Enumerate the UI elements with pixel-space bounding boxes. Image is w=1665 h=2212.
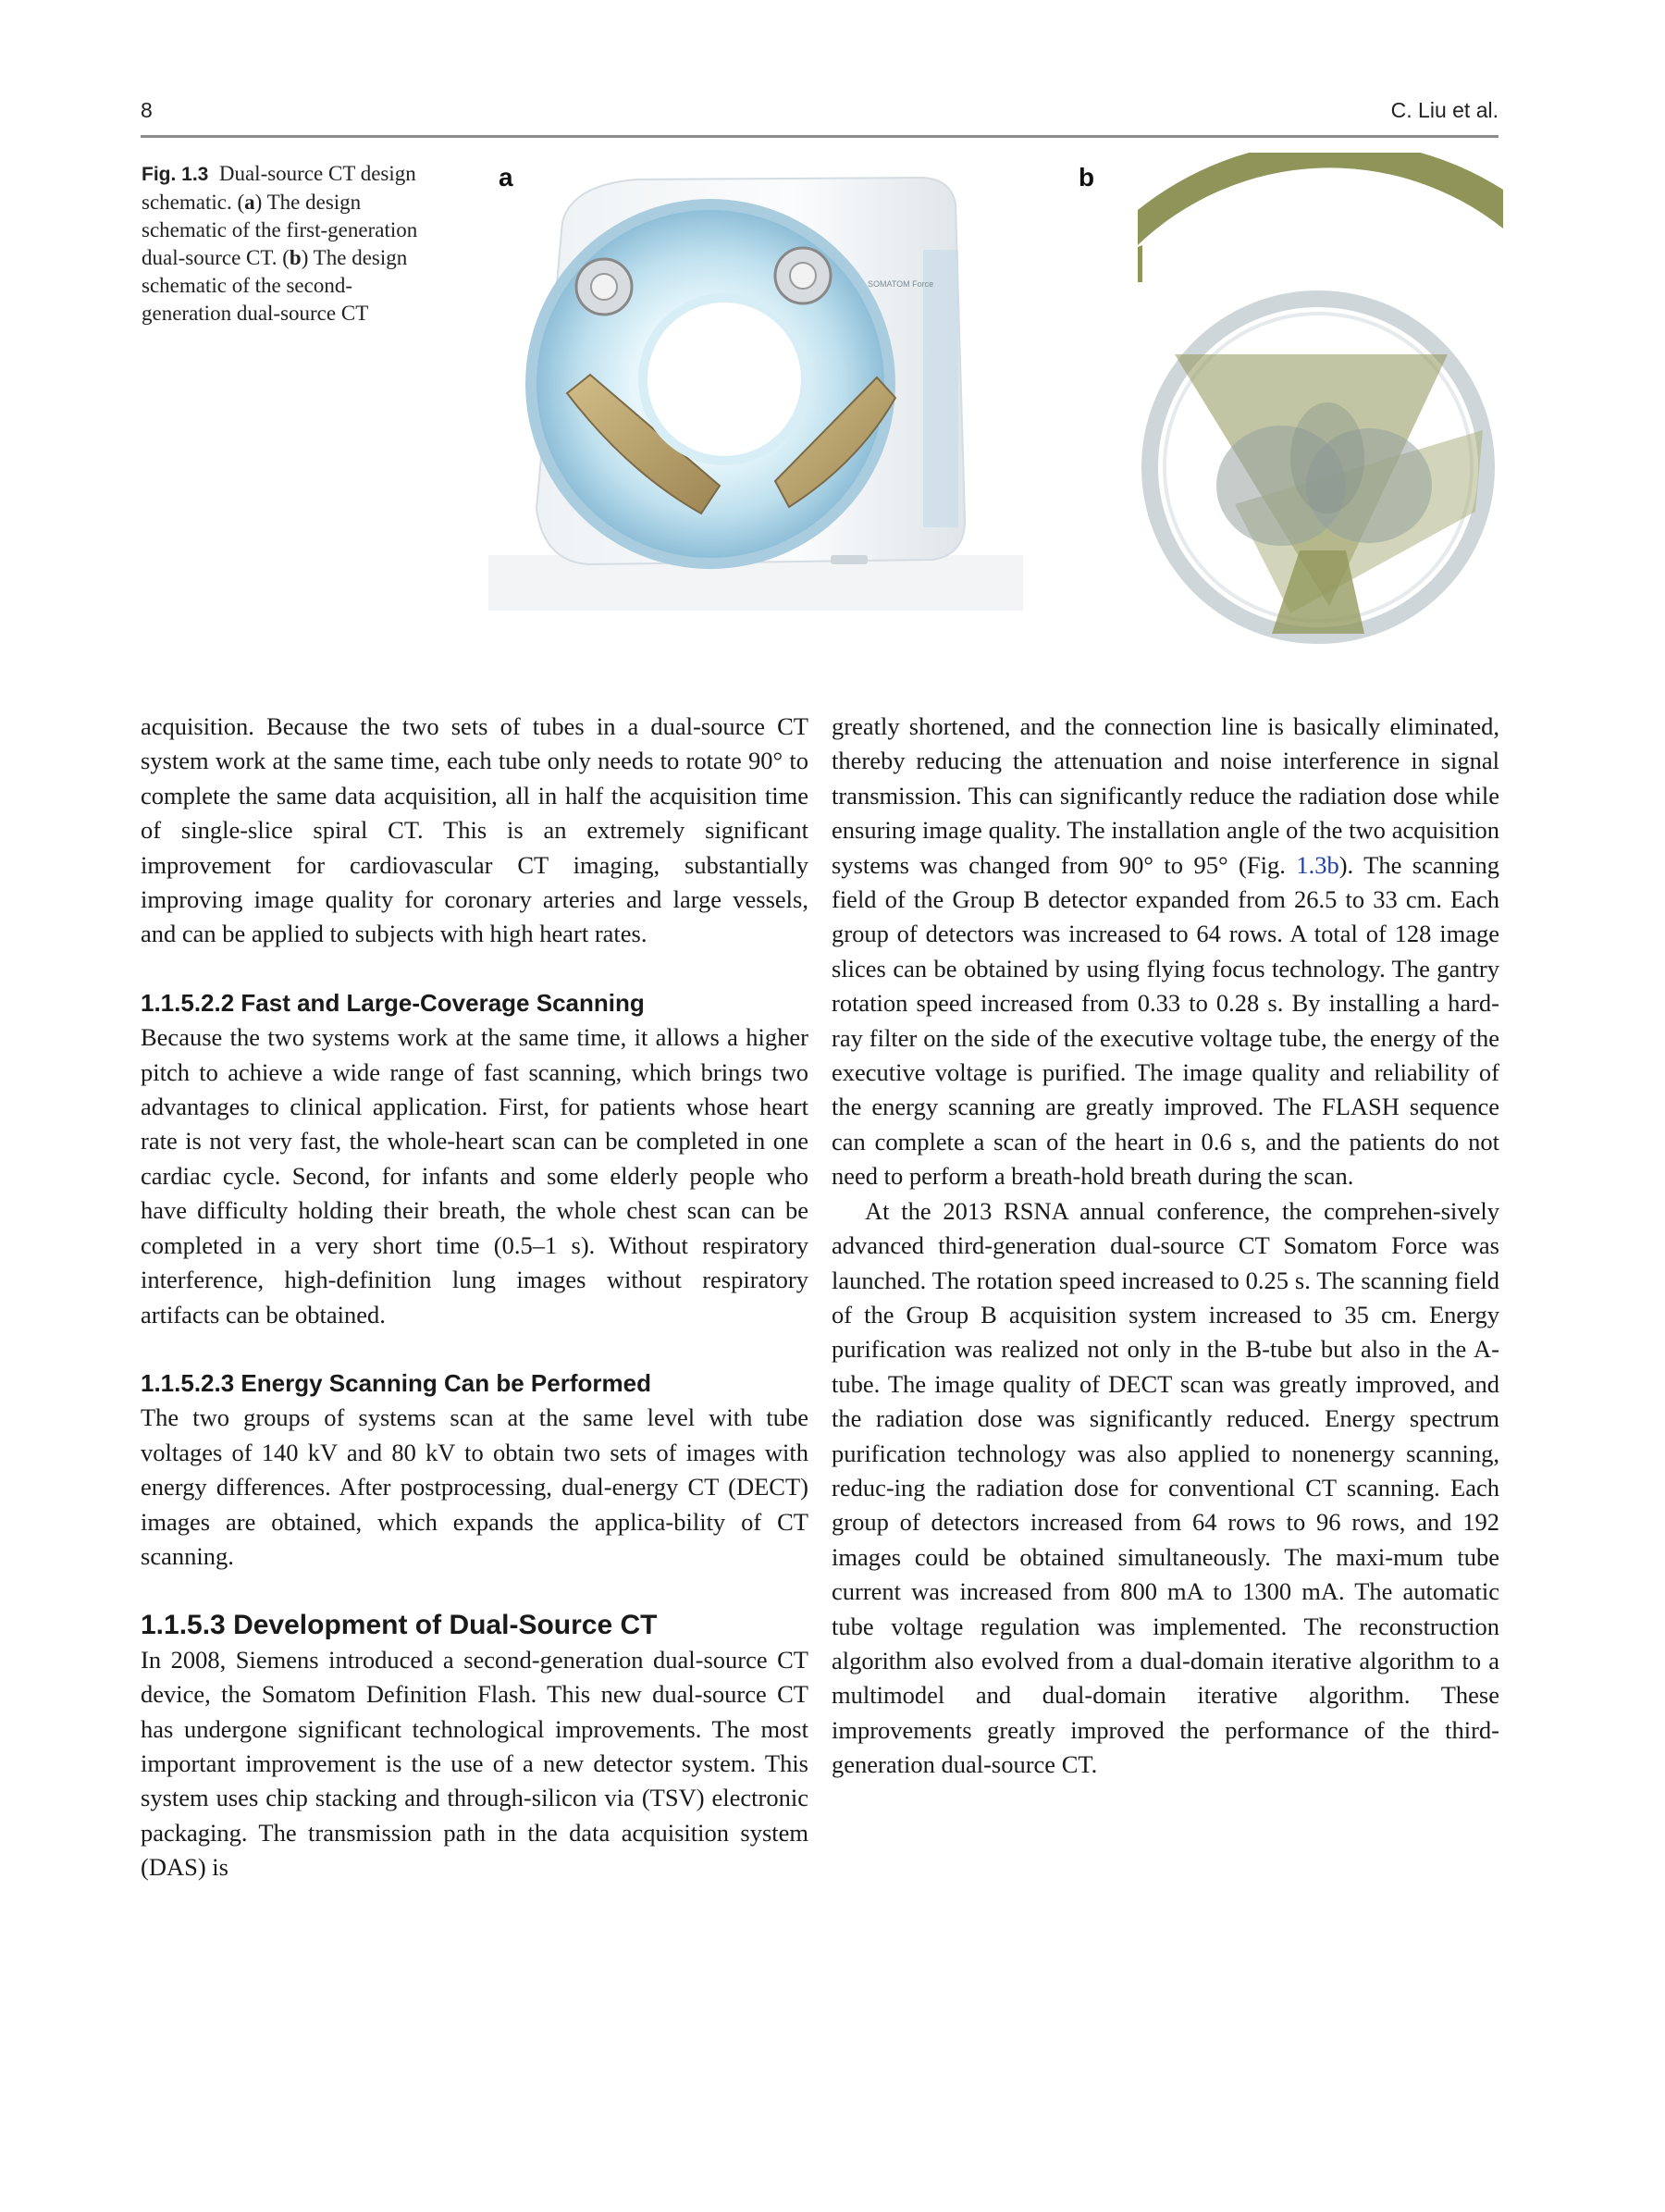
panel-b-label: b <box>1079 163 1095 192</box>
left-text-column <box>141 710 808 1885</box>
paragraph <box>832 710 1499 1194</box>
figure-caption <box>142 160 428 327</box>
right-text-column <box>832 710 1499 1783</box>
x-ray-tube-b-icon <box>775 248 831 303</box>
section-heading-1-1-5-2-3: 1.1.5.2.3 Energy Scanning Can be Performed <box>141 1368 651 1397</box>
caption-panel-b-ref: b <box>289 246 302 269</box>
scanner-brand-text: SOMATOM Force <box>868 279 934 289</box>
running-header <box>141 93 1498 138</box>
second-gen-95-degree-schematic <box>1133 153 1540 652</box>
paragraph: In 2008, Siemens introduced a second-generation dual-source CT device, the Somatom Definition Flash. This new dual-source CT has undergone significant technological improvements. The most important improvement is the use of a new detector system. This system uses chip stacking and through-silicon via (TSV) electronic packaging. The transmission path in the data acquisition system (DAS) is <box>141 1645 808 1882</box>
paragraph: acquisition. Because the two sets of tubes in a dual-source CT system work at the same time, each tube only needs to rotate 90° to complete the same data acquisition, all in half the acquisition time of single-slice spiral CT. This is an extremely significant improvement for cardiovascular CT imaging, substantially improving image quality for coronary arteries and large vessels, and can be applied to subjects with high heart rates. <box>141 712 808 948</box>
caption-panel-a-ref: a <box>244 191 255 214</box>
dual-source-scanner-illustration <box>488 167 1023 611</box>
paragraph: At the 2013 RSNA annual conference, the comprehen-sively advanced third-generation dual-source CT Somatom Force was launched. The rotation speed increased to 0.25 s. The scanning field of the Group B acquisition system increased to 35 cm. Energy purification was realized not only in the B-tube but also in the A-tube. The image quality of DECT scan was greatly improved, and the radiation dose was significantly reduced. Energy spectrum purification technology was also applied to nonenergy scanning, reduc-ing the radiation dose for conventional CT scanning. Each group of detectors increased from 64 rows to 96 rows, and 192 images could be obtained simultaneously. The maxi-mum tube current was increased from 800 mA to 1300 mA. The automatic tube voltage regulation was implemented. The reconstruction algorithm also evolved from a dual-domain iterative algorithm to a multimodel and dual-domain iterative algorithm. These improvements greatly improved the performance of the third-generation dual-source CT. <box>832 1196 1499 1779</box>
figure-ref-link[interactable]: 1.3b <box>1296 850 1339 879</box>
running-authors: C. Liu et al. <box>1390 98 1498 122</box>
caption-text-3: ) The design schematic of the second-generation dual-source CT <box>142 246 408 325</box>
paragraph-text: greatly shortened, and the connection line is basically eliminated, thereby reducing the attenuation and noise interference in signal transmission. This can significantly reduce the radiation dose while ensuring image quality. The installation angle of the two acquisition systems was changed from 90° to 95° (Fig. <box>832 712 1499 879</box>
section-heading-1-1-5-3: 1.1.5.3 Development of Dual-Source CT <box>141 1610 658 1641</box>
angle-label: 95° <box>1289 190 1343 229</box>
paragraph: Because the two systems work at the same time, it allows a higher pitch to achieve a wide range of fast scanning, which brings two advantages to clinical application. First, for patients whose heart rate is not very fast, the whole-heart scan can be completed in one cardiac cycle. Second, for infants and some elderly people who have difficulty holding their breath, the whole chest scan can be completed in a very short time (0.5–1 s). Without respiratory interference, high-definition lung images without respiratory artifacts can be obtained. <box>141 1023 808 1328</box>
paragraph-text: ). The scanning field of the Group B detector expanded from 26.5 to 33 cm. Each group of detectors was increased to 64 rows. A total of 128 image slices can be obtained by using flying focus technology. The gantry rotation speed increased from 0.33 to 0.28 s. By installing a hard-ray filter on the side of the executive voltage tube, the energy of the executive voltage is purified. The image quality and reliability of the energy scanning are greatly improved. The FLASH sequence can complete a scan of the heart in 0.6 s, and the patients do not need to perform a breath-hold breath during the scan. <box>832 850 1499 1191</box>
caption-text-2: ) The design schematic of the first-generation dual-source CT. ( <box>142 191 418 269</box>
section-heading-1-1-5-2-2: 1.1.5.2.2 Fast and Large-Coverage Scanning <box>141 988 645 1017</box>
paragraph: The two groups of systems scan at the same level with tube voltages of 140 kV and 80 kV to obtain two sets of images with energy differences. After postprocessing, dual-energy CT (DECT) images are obtained, which expands the applica-bility of CT scanning. <box>141 1403 808 1570</box>
caption-text-1: Dual-source CT design schematic. ( <box>142 162 416 214</box>
x-ray-tube-a-icon <box>576 259 632 315</box>
figure-label: Fig. 1.3 <box>142 164 209 185</box>
page-number: 8 <box>141 98 153 122</box>
panel-a-label: a <box>499 163 513 192</box>
